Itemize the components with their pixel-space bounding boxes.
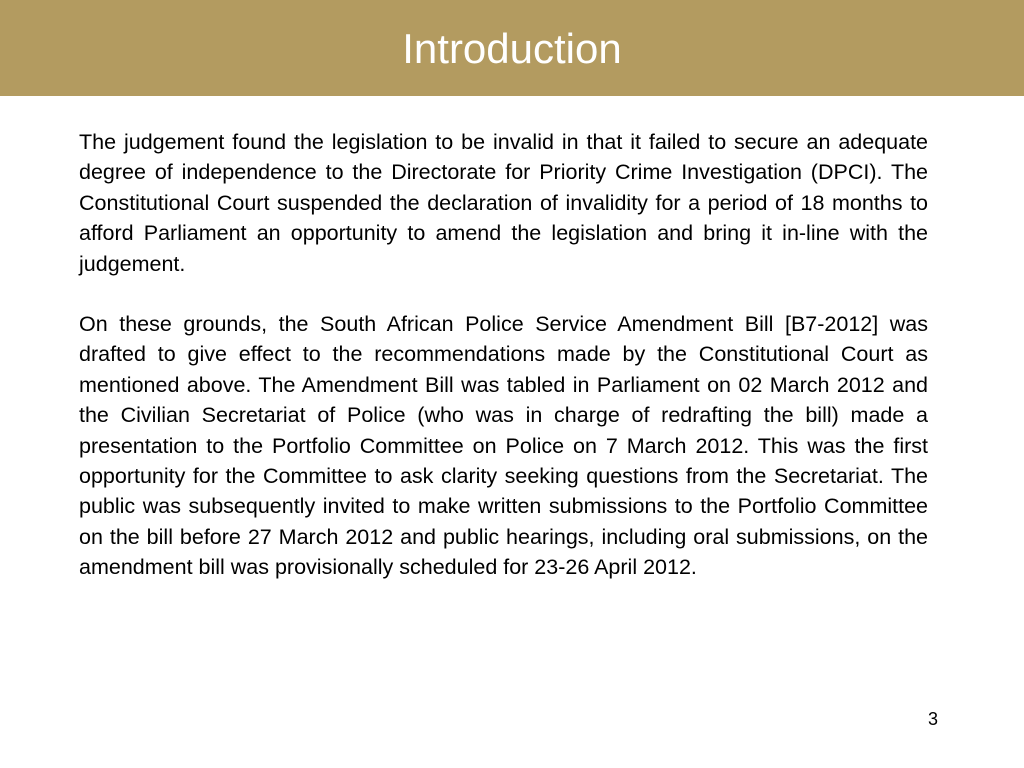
header-band bbox=[0, 0, 1024, 96]
page-number: 3 bbox=[927, 709, 938, 729]
paragraph-judgement: The judgement found the legislation to be invalid in that it failed to secure an adequate degree of independence to the Directorate for Priority Crime Investigation (DPCI). The Constitutional Court suspended the declaration of invalidity for a period of 18 months to afford Parliament an opportunity to amend the legislation and bring it in-line with the judgement. bbox=[79, 130, 928, 276]
slide-body bbox=[79, 127, 928, 583]
slide-title: Introduction bbox=[402, 25, 622, 72]
paragraph-amendment-bill: On these grounds, the South African Police Service Amendment Bill [B7-2012] was drafted to give effect to the recommendations made by the Constitutional Court as mentioned above. The Amendment Bill was tabled in Parliament on 02 March 2012 and the Civilian Secretariat of Police (who was in charge of redrafting the bill) made a presentation to the Portfolio Committee on Police on 7 March 2012. This was the first opportunity for the Committee to ask clarity seeking questions from the Secretariat. The public was subsequently invited to make written submissions to the Portfolio Committee on the bill before 27 March 2012 and public hearings, including oral submissions, on the amendment bill was provisionally scheduled for 23-26 April 2012. bbox=[79, 312, 928, 580]
